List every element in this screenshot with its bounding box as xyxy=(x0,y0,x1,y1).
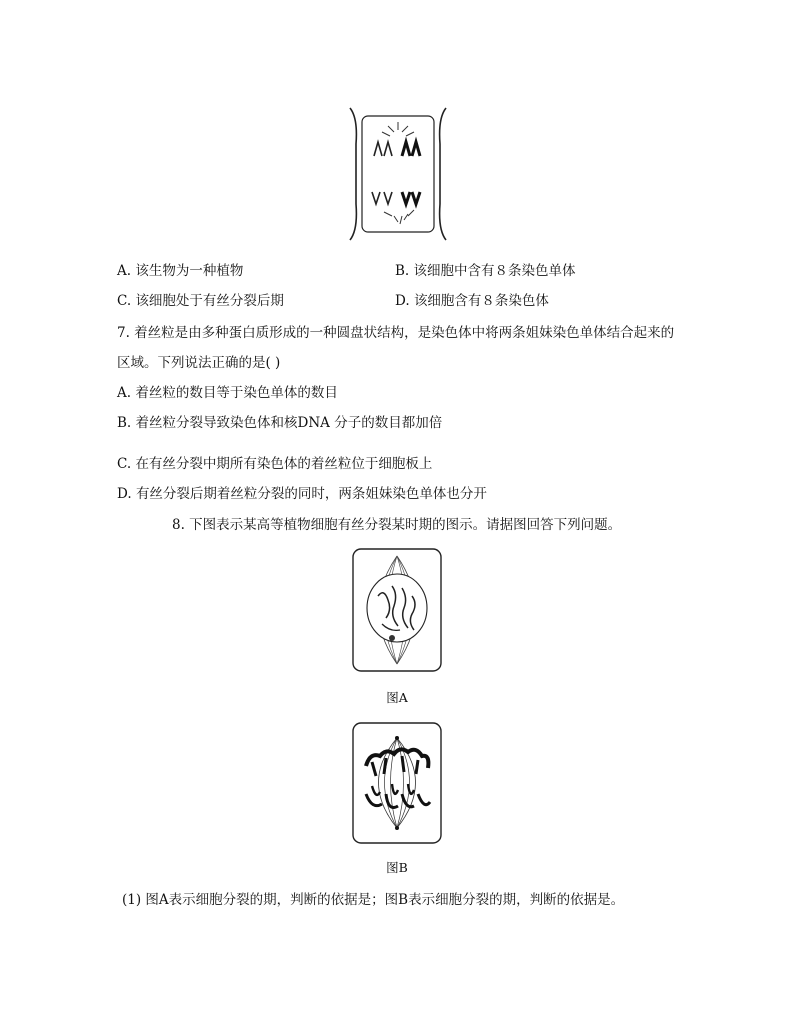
cell-division-figure-top xyxy=(344,104,452,244)
q7-option-a: A. 着丝粒的数目等于染色单体的数目 xyxy=(117,385,338,401)
q8-stem: 8. 下图表示某高等植物细胞有丝分裂某时期的图示。请据图回答下列问题。 xyxy=(172,517,622,533)
figure-b-caption: 图B xyxy=(386,860,408,875)
q7-option-b: B. 着丝粒分裂导致染色体和核DNA 分子的数目都加倍 xyxy=(117,415,443,431)
q6-option-c: C. 该细胞处于有丝分裂后期 xyxy=(117,293,284,309)
figure-a-cell-diagram xyxy=(352,548,442,672)
q8-subquestion-1: (1) 图A表示细胞分裂的期，判断的依据是；图B表示细胞分裂的期，判断的依据是。 xyxy=(122,892,625,908)
q6-option-b: B. 该细胞中含有８条染色单体 xyxy=(395,263,576,279)
q7-option-d: D. 有丝分裂后期着丝粒分裂的同时，两条姐妹染色单体也分开 xyxy=(117,486,487,502)
q7-stem-line1: 7. 着丝粒是由多种蛋白质形成的一种圆盘状结构，是染色体中将两条姐妹染色单体结合起来的 xyxy=(117,325,675,341)
q6-option-d: D. 该细胞含有８条染色体 xyxy=(395,293,549,309)
q7-stem-line2: 区域。下列说法正确的是( ) xyxy=(117,355,281,371)
figure-a-caption: 图A xyxy=(386,690,408,705)
q6-option-a: A. 该生物为一种植物 xyxy=(117,263,244,279)
figure-b-cell-diagram xyxy=(352,722,442,844)
q7-option-c: C. 在有丝分裂中期所有染色体的着丝粒位于细胞板上 xyxy=(117,456,433,472)
